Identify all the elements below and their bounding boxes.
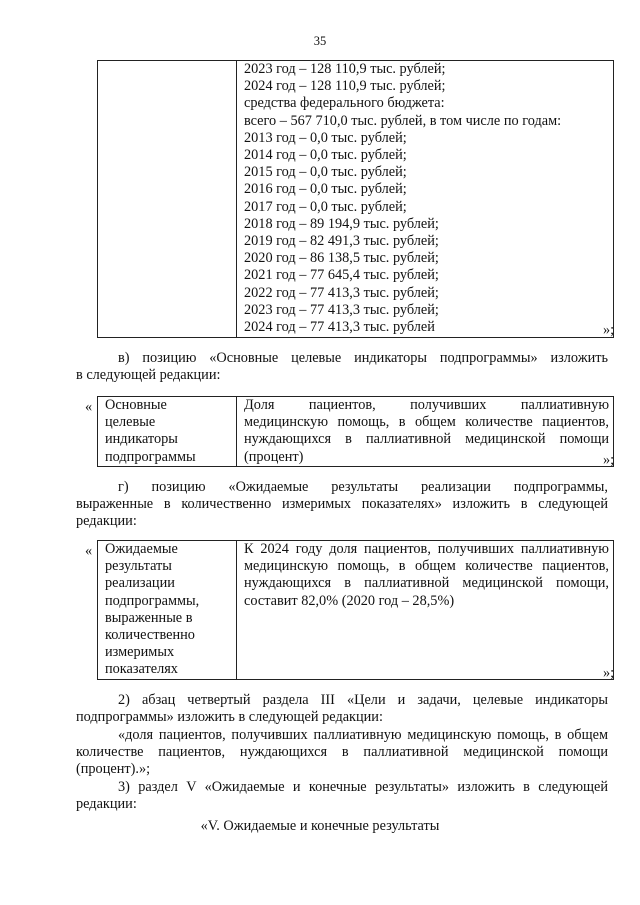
funding-line: 2023 год – 128 110,9 тыс. рублей; — [244, 61, 446, 77]
cell-line: выраженные в — [105, 609, 193, 626]
funding-line: 2024 год – 77 413,3 тыс. рублей — [244, 319, 435, 336]
funding-table-right-cell — [237, 61, 614, 338]
cell-line: медицинскую помощь, в общем количестве пациентов, — [244, 414, 609, 431]
cell-line: Основные — [105, 397, 167, 413]
cell-line: Ожидаемые — [105, 541, 178, 557]
funding-line: 2020 год – 86 138,5 тыс. рублей; — [244, 250, 439, 267]
cell-line: реализации — [105, 575, 175, 592]
funding-line: 2013 год – 0,0 тыс. рублей; — [244, 129, 407, 146]
paragraph-3 — [76, 779, 608, 813]
paragraph-line: 3) раздел V «Ожидаемые и конечные результаты» изложить в следующей — [118, 779, 608, 795]
funding-line: 2021 год – 77 645,4 тыс. рублей; — [244, 267, 439, 284]
cell-line: целевые — [105, 414, 156, 431]
paragraph-line: «доля пациентов, получивших паллиативную медицинскую помощь, в общем — [118, 727, 608, 743]
table-closing-quote: »; — [603, 322, 615, 338]
cell-line: количественно — [105, 627, 195, 644]
funding-line: 2019 год – 82 491,3 тыс. рублей; — [244, 233, 439, 250]
indicators-table-left-cell — [98, 397, 237, 467]
funding-line: 2023 год – 77 413,3 тыс. рублей; — [244, 301, 439, 318]
paragraph-line: выраженные в количественно измеримых показателях» изложить в следующей — [76, 496, 608, 513]
paragraph-quote — [76, 727, 608, 779]
cell-line: Доля пациентов, получивших паллиативную — [244, 397, 609, 413]
cell-line: медицинскую помощь, в общем количестве пациентов, — [244, 558, 609, 575]
results-table — [97, 540, 614, 680]
funding-line: 2015 год – 0,0 тыс. рублей; — [244, 164, 407, 181]
table-opening-quote: « — [85, 399, 93, 415]
paragraph-line: в следующей редакции: — [76, 367, 221, 384]
paragraph-line: (процент).»; — [76, 761, 151, 778]
table-closing-quote: »; — [603, 452, 615, 468]
funding-line: 2017 год – 0,0 тыс. рублей; — [244, 198, 407, 215]
paragraph-line: 2) абзац четвертый раздела III «Цели и задачи, целевые индикаторы — [118, 692, 608, 708]
table-opening-quote: « — [85, 543, 93, 559]
results-table-right-cell — [237, 541, 614, 680]
cell-line: показателях — [105, 661, 178, 678]
cell-line: результаты — [105, 558, 172, 575]
funding-line: 2022 год – 77 413,3 тыс. рублей; — [244, 284, 439, 301]
funding-line: 2014 год – 0,0 тыс. рублей; — [244, 147, 407, 164]
paragraph-line: количестве пациентов, нуждающихся в паллиативной медицинской помощи — [76, 744, 608, 761]
funding-line: 2024 год – 128 110,9 тыс. рублей; — [244, 78, 446, 95]
funding-table-left-cell — [98, 61, 237, 338]
cell-line: индикаторы — [105, 431, 178, 448]
cell-line: составит 82,0% (2020 год – 28,5%) — [244, 592, 455, 609]
funding-line: всего – 567 710,0 тыс. рублей, в том числе по годам: — [244, 112, 562, 129]
paragraph-v — [76, 350, 608, 384]
funding-table — [97, 60, 614, 338]
paragraph-line: в) позицию «Основные целевые индикаторы подпрограммы» изложить — [118, 350, 608, 366]
cell-line: (процент) — [244, 448, 304, 465]
paragraph-line: редакции: — [76, 513, 137, 530]
funding-line: 2018 год – 89 194,9 тыс. рублей; — [244, 215, 439, 232]
cell-line: измеримых — [105, 644, 175, 661]
section-heading: «V. Ожидаемые и конечные результаты — [200, 818, 440, 834]
table-closing-quote: »; — [603, 665, 615, 681]
cell-line: К 2024 году доля пациентов, получивших паллиативную — [244, 541, 609, 557]
results-table-left-cell — [98, 541, 237, 680]
page-number: 35 — [313, 34, 327, 48]
paragraph-line: подпрограммы» изложить в следующей редакции: — [76, 709, 383, 726]
cell-line: подпрограммы, — [105, 592, 200, 609]
funding-line: 2016 год – 0,0 тыс. рублей; — [244, 181, 407, 198]
indicators-table-right-cell — [237, 397, 614, 467]
cell-line: нуждающихся в паллиативной медицинской помощи, — [244, 575, 609, 592]
cell-line: нуждающихся в паллиативной медицинской помощи — [244, 431, 609, 448]
paragraph-line: редакции: — [76, 796, 137, 813]
funding-line: средства федерального бюджета: — [244, 95, 445, 112]
paragraph-g — [76, 479, 608, 531]
paragraph-line: г) позицию «Ожидаемые результаты реализации подпрограммы, — [118, 479, 608, 495]
paragraph-2 — [76, 692, 608, 726]
indicators-table — [97, 396, 614, 467]
cell-line: подпрограммы — [105, 448, 196, 465]
